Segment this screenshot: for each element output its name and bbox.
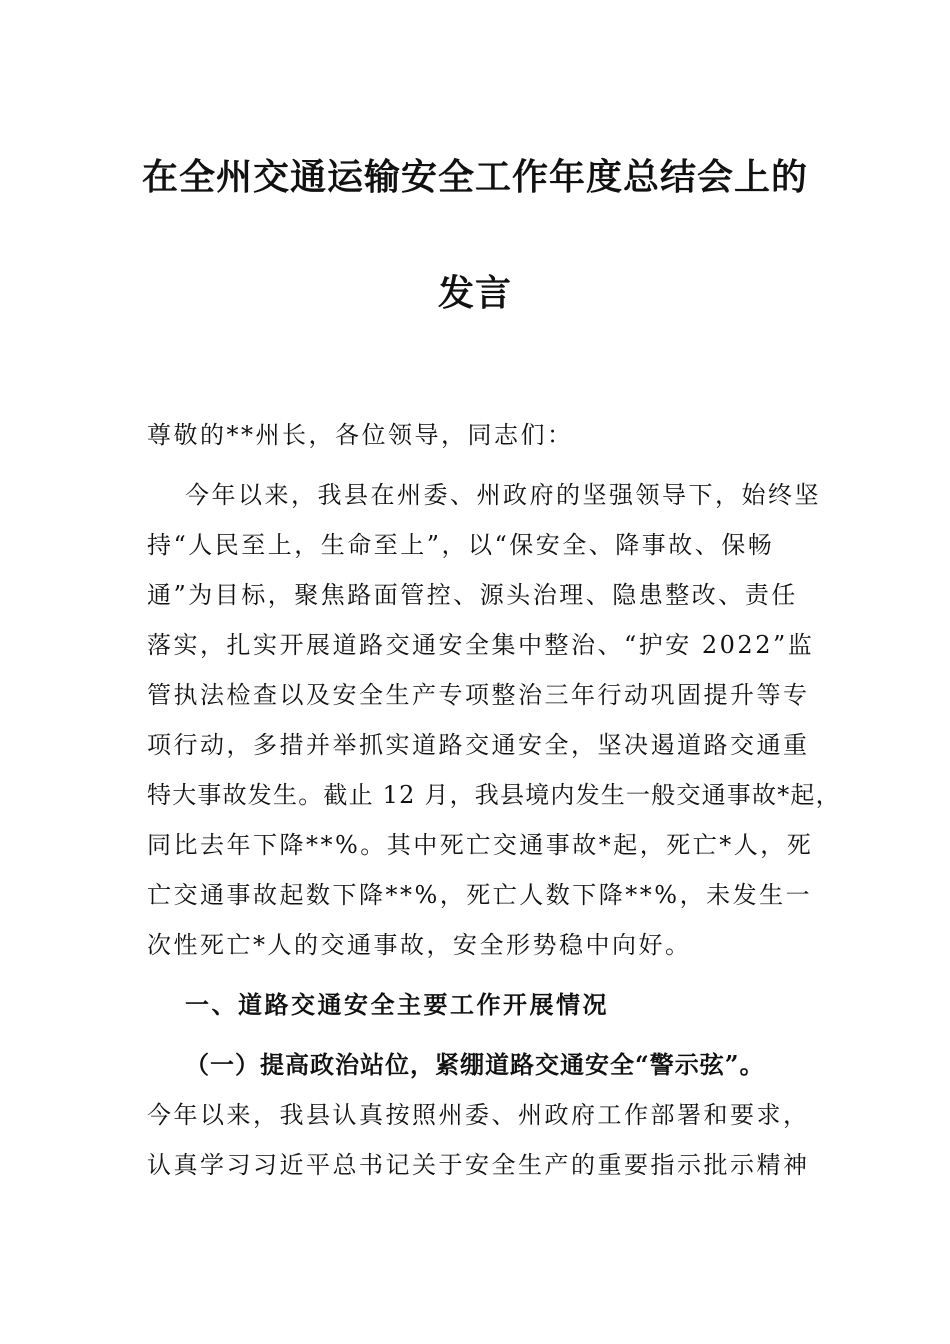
paragraph-1-line: 亡交通事故起数下降**%，死亡人数下降**%，未发生一: [147, 881, 813, 909]
paragraph-1-line: 落实，扎实开展道路交通安全集中整治、“护安 2022”监: [147, 631, 815, 659]
section-heading: 一、道路交通安全主要工作开展情况: [185, 990, 609, 1019]
subsection-heading: （一）提高政治站位，紧绷道路交通安全“警示弦”。: [185, 1050, 765, 1079]
document-title-line-1: 在全州交通运输安全工作年度总结会上的: [141, 156, 808, 198]
salutation: 尊敬的**州长，各位领导，同志们：: [147, 421, 574, 449]
paragraph-1-line: 特大事故发生。截止 12 月，我县境内发生一般交通事故*起，: [147, 781, 841, 809]
paragraph-1-line: 管执法检查以及安全生产专项整治三年行动巩固提升等专: [147, 681, 810, 709]
paragraph-2-line: 今年以来，我县认真按照州委、州政府工作部署和要求，: [147, 1101, 810, 1129]
document-title-line-2: 发言: [437, 272, 512, 314]
paragraph-2-line: 认真学习习近平总书记关于安全生产的重要指示批示精神: [147, 1151, 810, 1179]
paragraph-1-line: 持“人民至上，生命至上”，以“保安全、降事故、保畅: [147, 531, 775, 559]
paragraph-1-line: 项行动，多措并举抓实道路交通安全，坚决遏道路交通重: [147, 731, 810, 759]
paragraph-1-line: 次性死亡*人的交通事故，安全形势稳中向好。: [147, 931, 692, 959]
paragraph-1-line: 通”为目标，聚焦路面管控、源头治理、隐患整改、责任: [147, 581, 798, 609]
paragraph-1-line: 今年以来，我县在州委、州政府的坚强领导下，始终坚: [185, 481, 821, 509]
paragraph-1-line: 同比去年下降**%。其中死亡交通事故*起，死亡*人，死: [147, 831, 814, 859]
